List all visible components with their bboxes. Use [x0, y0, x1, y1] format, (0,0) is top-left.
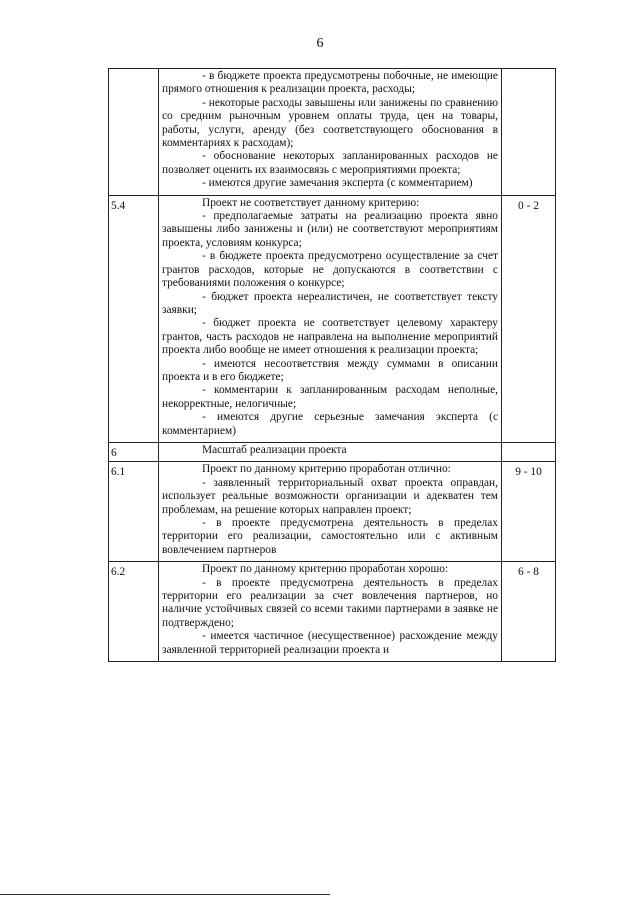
criteria-row [109, 69, 556, 196]
criterion-number [109, 69, 159, 196]
criterion-paragraph: Проект по данному критерию проработан хорошо: [202, 563, 449, 576]
score-range: 0 - 2 [502, 195, 556, 442]
score-range [502, 442, 556, 461]
score-range: 9 - 10 [502, 462, 556, 562]
criterion-paragraph: - имеется частичное (несущественное) расхождение между заявленной территорией реализации проекта и [162, 630, 498, 656]
criterion-paragraph: - некоторые расходы завышены или занижены по сравнению со средним рыночным уровнем оплаты труда, цен на товары, работы, услуги, аренду (без соответствующего обоснования в комментариях к расходам); [162, 96, 498, 150]
criterion-description [159, 462, 502, 562]
criterion-paragraph: - заявленный территориальный охват проекта оправдан, использует реальные возможности организации и адекватен тем проблемам, на решение которых направлен проект; [162, 476, 498, 516]
criterion-number: 6.2 [109, 562, 159, 662]
footnote-rule [0, 894, 330, 895]
criterion-number: 6 [109, 442, 159, 461]
criterion-paragraph: - в бюджете проекта предусмотрены побочные, не имеющие прямого отношения к реализации проекта, расходы; [162, 70, 498, 96]
criterion-description [159, 69, 502, 196]
criteria-row [109, 442, 556, 461]
score-range: 6 - 8 [502, 562, 556, 662]
criterion-paragraph: - в проекте предусмотрена деятельность в пределах территории его реализации, самостоятельно или с активным вовлечением партнеров [162, 517, 498, 556]
criterion-paragraph: Проект по данному критерию проработан отлично: [202, 463, 451, 476]
page-number: 6 [316, 36, 324, 51]
criterion-paragraph: - комментарии к запланированным расходам неполные, некорректные, нелогичные; [162, 384, 498, 410]
criterion-paragraph: Проект не соответствует данному критерию: [202, 196, 420, 209]
criterion-paragraph: - бюджет проекта не соответствует целевому характеру грантов, часть расходов не направлена на выполнение мероприятий проекта либо вообще не имеет отношения к реализации проекта; [162, 317, 498, 357]
criterion-description [159, 562, 502, 662]
criterion-number: 6.1 [109, 462, 159, 562]
criterion-description [159, 442, 502, 461]
criterion-paragraph: - бюджет проекта нереалистичен, не соответствует тексту заявки; [162, 290, 498, 316]
criteria-row [109, 562, 556, 662]
criteria-row [109, 195, 556, 442]
criterion-paragraph: - имеются другие замечания эксперта (с комментарием) [202, 177, 473, 190]
score-range [502, 69, 556, 196]
criterion-paragraph: - имеются другие серьезные замечания эксперта (с комментарием) [162, 411, 498, 437]
criteria-row [109, 462, 556, 562]
criterion-paragraph: - имеются несоответствия между суммами в описании проекта и в его бюджете; [162, 357, 498, 383]
criterion-paragraph: Масштаб реализации проекта [202, 443, 347, 456]
criterion-paragraph: - обоснование некоторых запланированных расходов не позволяет оценить их взаимосвязь с мероприятиями проекта; [162, 150, 498, 176]
criterion-description [159, 195, 502, 442]
criterion-number: 5.4 [109, 195, 159, 442]
criterion-paragraph: - предполагаемые затраты на реализацию проекта явно завышены либо занижены и (или) не соответствуют мероприятиям проекта, условиям конкурса; [162, 210, 498, 249]
criterion-paragraph: - в бюджете проекта предусмотрено осуществление за счет грантов расходов, которые не допускаются в соответствии с требованиями положения о конкурсе; [162, 250, 498, 290]
criteria-table [108, 68, 556, 662]
criterion-paragraph: - в проекте предусмотрена деятельность в пределах территории его реализации за счет вовлечения партнеров, но наличие устойчивых связей со всеми такими партнерами в заявке не подтверждено; [162, 576, 498, 629]
